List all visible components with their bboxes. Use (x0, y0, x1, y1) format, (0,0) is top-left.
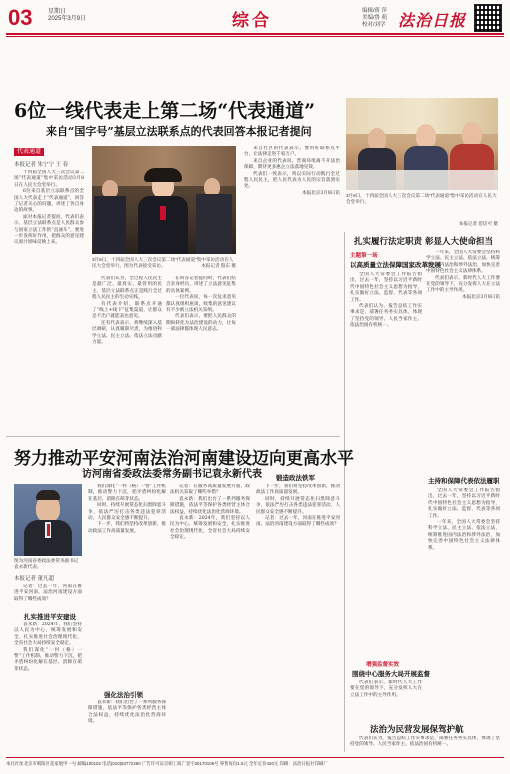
story2-byline: 本报记者 董凡超 (14, 576, 55, 582)
story3-sub1-label: 主题第一场 (350, 253, 378, 259)
story3-col1-paragraph: 全国人大常委会工作报告指出，过去一年，坚持以习近平新时代中国特色社会主义思想为指导，扎实做好立法、监督、代表等各项工作。 (350, 272, 422, 303)
story2-col2-paragraph: 下一步，我们将坚持改革创新，推动政法工作高质量发展。 (88, 522, 166, 534)
story4-body (350, 736, 500, 754)
story3-sub3-title: 围绕中心服务大局开展监督 (352, 670, 430, 678)
story2-portrait-caption: 图为河南省委政法委常务副书记袁永新代表。 (14, 558, 79, 569)
story1-column-2 (92, 276, 162, 428)
story3-column-4 (350, 680, 422, 720)
story1-column-4 (244, 146, 340, 428)
header-rule (6, 33, 504, 35)
story2-column-2 (88, 484, 166, 684)
story3-col3-paragraph: 一年来，全国人大常委会坚持科学立法、民主立法、依法立法，统筹推进国内法治和涉外法治，加快完善中国特色社会主义法律体系。 (428, 520, 500, 551)
issue-date: 2025年3月9日 (48, 16, 87, 22)
column-divider (344, 232, 345, 752)
story1-byline: 本报记者 朱宁宁 王 春 (14, 162, 69, 168)
story3-col2-paragraph: 代表们表示，新时代人大工作要在党的领导下，充分发挥人大在立法工作中的主导作用。 (426, 275, 500, 294)
story2-column-4 (256, 484, 340, 752)
story3-col3-paragraph: 全国人大常委会工作报告指出，过去一年，坚持以习近平新时代中国特色社会主义思想为指导，扎实做好立法、监督、代表等各项工作。 (428, 488, 500, 519)
story1-photo1-caption: 3月8日，十四届全国人大三次会议第二场“代表通道”集中采访活动在人民大会堂举行。图为代表接受采访。 (92, 257, 234, 268)
issue-meta (48, 9, 86, 23)
story1-col2-paragraph: 代表们认为，全过程人民民主是最广泛、最真实、最管用的民主，基层立法联系点正是践行全过程人民民主的生动实践。 (92, 276, 162, 301)
story1-column-3 (166, 276, 236, 428)
story3-column-2 (426, 250, 500, 472)
story1-column-1 (14, 170, 84, 428)
story1-dateline: 本报北京3月8日讯 (301, 190, 340, 196)
story3-column-1 (350, 272, 422, 472)
page-number: 03 (8, 5, 33, 30)
story2-col4-paragraph: 记者：过去一年，河南在推进平安河南、法治河南建设方面取得了哪些成效？ (256, 516, 340, 528)
story2-column-2b (88, 700, 166, 752)
story2-col3-paragraph: 袁永新：2024年，我们坚持以人民为中心，统筹发展和安全，扎实推进社会治理现代化，全省社会大局持续安全稳定。 (170, 516, 250, 541)
story2-col3-paragraph: 袁永新：我们出台了一系列服务保障措施，依法平等保护各类经营主体合法权益，持续优化法治化营商环境。 (170, 496, 250, 515)
designer-line: 美编/鲁 萌 (362, 15, 388, 21)
page-footer: 本社社址北京市朝阳区花家地甲一号 邮编100102 电话(010)84772280 广告许可证京朝工商广登字20170106号 零售每份1.5元 全年定价420元 印刷：法治日报社印刷厂 (6, 757, 504, 767)
story2-column-3 (170, 484, 250, 752)
story1-photo-podium (92, 146, 236, 254)
story1-headline: 6位一线代表走上第二场“代表通道” (14, 100, 316, 122)
story3-sub2-title: 主持和保障代表依法履职 (428, 477, 500, 485)
story2-col4-paragraph: 同时，持续开展常态化扫黑除恶斗争，依法严厉打击各类违法犯罪活动，人民群众安全感不断提升。 (256, 496, 340, 515)
story-divider (6, 436, 340, 437)
story1-photo2-caption: 3月8日，十四届全国人大三次会议第二场“代表通道”集中采访活动在人民大会堂举行。 (346, 193, 497, 204)
story1-photo1-credit: 本报记者 殷东 摄 (201, 263, 236, 268)
story2-col2b-paragraph: 袁永新：我们出台了一系列服务保障措施，依法平等保护各类经营主体合法权益，持续优化法治化营商环境。 (88, 700, 166, 725)
story2-col2-paragraph: 我们深化“一村（格）一警”工作机制，推动警力下沉，把矛盾纠纷化解在基层、消除在萌芽状态。 (88, 484, 166, 502)
issue-weekday: 星期日 (48, 9, 67, 15)
story3-col4-paragraph: 代表们表示，新时代人大工作要在党的领导下，充分发挥人大在立法工作中的主导作用。 (350, 680, 422, 698)
story1-photo-reps (346, 98, 498, 190)
story1-col2-paragraph: 还有代表表示，将继续深入基层调研，认真履职尽责，为推进科学立法、民主立法、依法立法贡献力量。 (92, 320, 162, 346)
story1-col1-paragraph: 面对本报记者提问，代表们表示，基层立法联系点是人民群众参与国家立法工作的“直通车”，要进一步发挥好作用，把群众的意见建议原汁原味反映上来。 (14, 214, 84, 246)
story4-paragraph: 代表们认为，报告总结工作实事求是，部署任务务实具体，体现了坚持党的领导、人民当家作主、依法治国有机统一。 (350, 736, 500, 748)
story2-col2-paragraph: 同时，持续开展常态化扫黑除恶斗争，依法严厉打击各类违法犯罪活动，人民群众安全感不断提升。 (88, 503, 166, 522)
story1-col3-paragraph: 代表们表示，要把人民群众的期盼转化为法治建设的动力，让每一部法律都体现人民意志。 (166, 314, 236, 333)
story1-col2-paragraph: 有代表介绍，联系点开通了“线上+线下”征集渠道，让群众足不出户就能表达意见。 (92, 301, 162, 320)
story3-dateline: 本报北京3月8日讯 (461, 294, 500, 300)
story2-col1-paragraph: 我们深化“一村（格）一警”工作机制，推动警力下沉，把矛盾纠纷化解在基层、消除在萌芽状态。 (14, 647, 82, 672)
story1-col4-paragraph: 来自社区的代表表示，要用好联系点平台，让法律走进千家万户。 (244, 146, 340, 158)
story2-section-title-2: 强化法治引领 (104, 691, 143, 699)
story2-headline: 努力推动平安河南法治河南建设迈向更高水平 (14, 449, 354, 469)
story3-headline: 扎实履行法定职责 彰显人大使命担当 (354, 237, 493, 247)
story2-column-1 (14, 622, 82, 752)
story2-subhead: 访河南省委政法委常务副书记袁永新代表 (82, 469, 262, 480)
editor-line: 编辑/蒋 萍 (362, 8, 388, 14)
masthead-logo: 法治日报 (398, 11, 467, 30)
story1-col3-paragraph: 一位代表说，每一次征求意见都认真组织座谈，收集的意见建议有不少被立法机关采纳。 (166, 295, 236, 314)
story3-sub1-title: 以高质量立法保障国家改革发展 (350, 261, 441, 269)
story2-portrait (14, 484, 82, 556)
story4-headline: 法治为民营发展保驾护航 (370, 725, 464, 735)
story3-column-3 (428, 488, 500, 688)
editor-credits (362, 8, 387, 29)
story2-intro-paragraph: 记者：过去一年，河南在推进平安河南、法治河南建设方面取得了哪些成效？ (14, 584, 82, 602)
header-rule-thin (6, 36, 504, 37)
story3-col1-paragraph: 代表们认为，报告总结工作实事求是，部署任务务实具体，体现了坚持党的领导、人民当家作主、依法治国有机统一。 (350, 304, 422, 329)
story1-tag: 代表通道 (14, 148, 44, 156)
story1-col4-paragraph: 代表们一致表示，将以实际行动践行全过程人民民主，把人民代表为人民的宗旨落到实处。 (244, 171, 340, 190)
story3-sub3-label: 增强监督实效 (366, 662, 400, 668)
story2-col1-paragraph: 袁永新：2024年，我们坚持以人民为中心，统筹发展和安全，扎实推进社会治理现代化，全省社会大局持续安全稳定。 (14, 622, 82, 647)
story3-col2-paragraph: 一年来，全国人大常委会坚持科学立法、民主立法、依法立法，统筹推进国内法治和涉外法治，加快完善中国特色社会主义法律体系。 (426, 250, 500, 275)
story1-col1-paragraph: 十四届全国人大三次会议第二场“代表通道”集中采访活动3月8日在人民大会堂举行。 (14, 170, 84, 188)
story1-col1-paragraph: 6位来自基层立法联系点的全国人大代表走上“代表通道”，回答了记者关心的问题，讲述了各自身边的故事。 (14, 189, 84, 214)
qr-code-icon (474, 4, 502, 32)
story2-section-title: 扎实推进平安建设 (24, 613, 76, 621)
story2-col4-paragraph: 下一步，我们将坚持改革创新，推动政法工作高质量发展。 (256, 484, 340, 496)
proofreader-line: 校对/刘学 (362, 22, 386, 28)
story2-section-title-3: 锻造政法铁军 (276, 474, 315, 482)
section-title: 综合 (232, 11, 272, 31)
story1-col4-paragraph: 来自企业的代表说，营商环境离不开法治保障，期待更多惠企立法落地见效。 (244, 158, 340, 171)
story2-col3-paragraph: 记者：在服务高质量发展方面，政法机关采取了哪些举措？ (170, 484, 250, 496)
story1-subhead: 来自“国字号”基层立法联系点的代表回答本报记者提问 (46, 125, 312, 138)
story1-col3-paragraph: 在回答记者提问时，代表们结合亲身经历，讲述了立法意见征集的具体案例。 (166, 276, 236, 294)
story2-intro (14, 584, 82, 604)
story1-photo2-credit: 本报记者 范培可 摄 (458, 221, 498, 226)
